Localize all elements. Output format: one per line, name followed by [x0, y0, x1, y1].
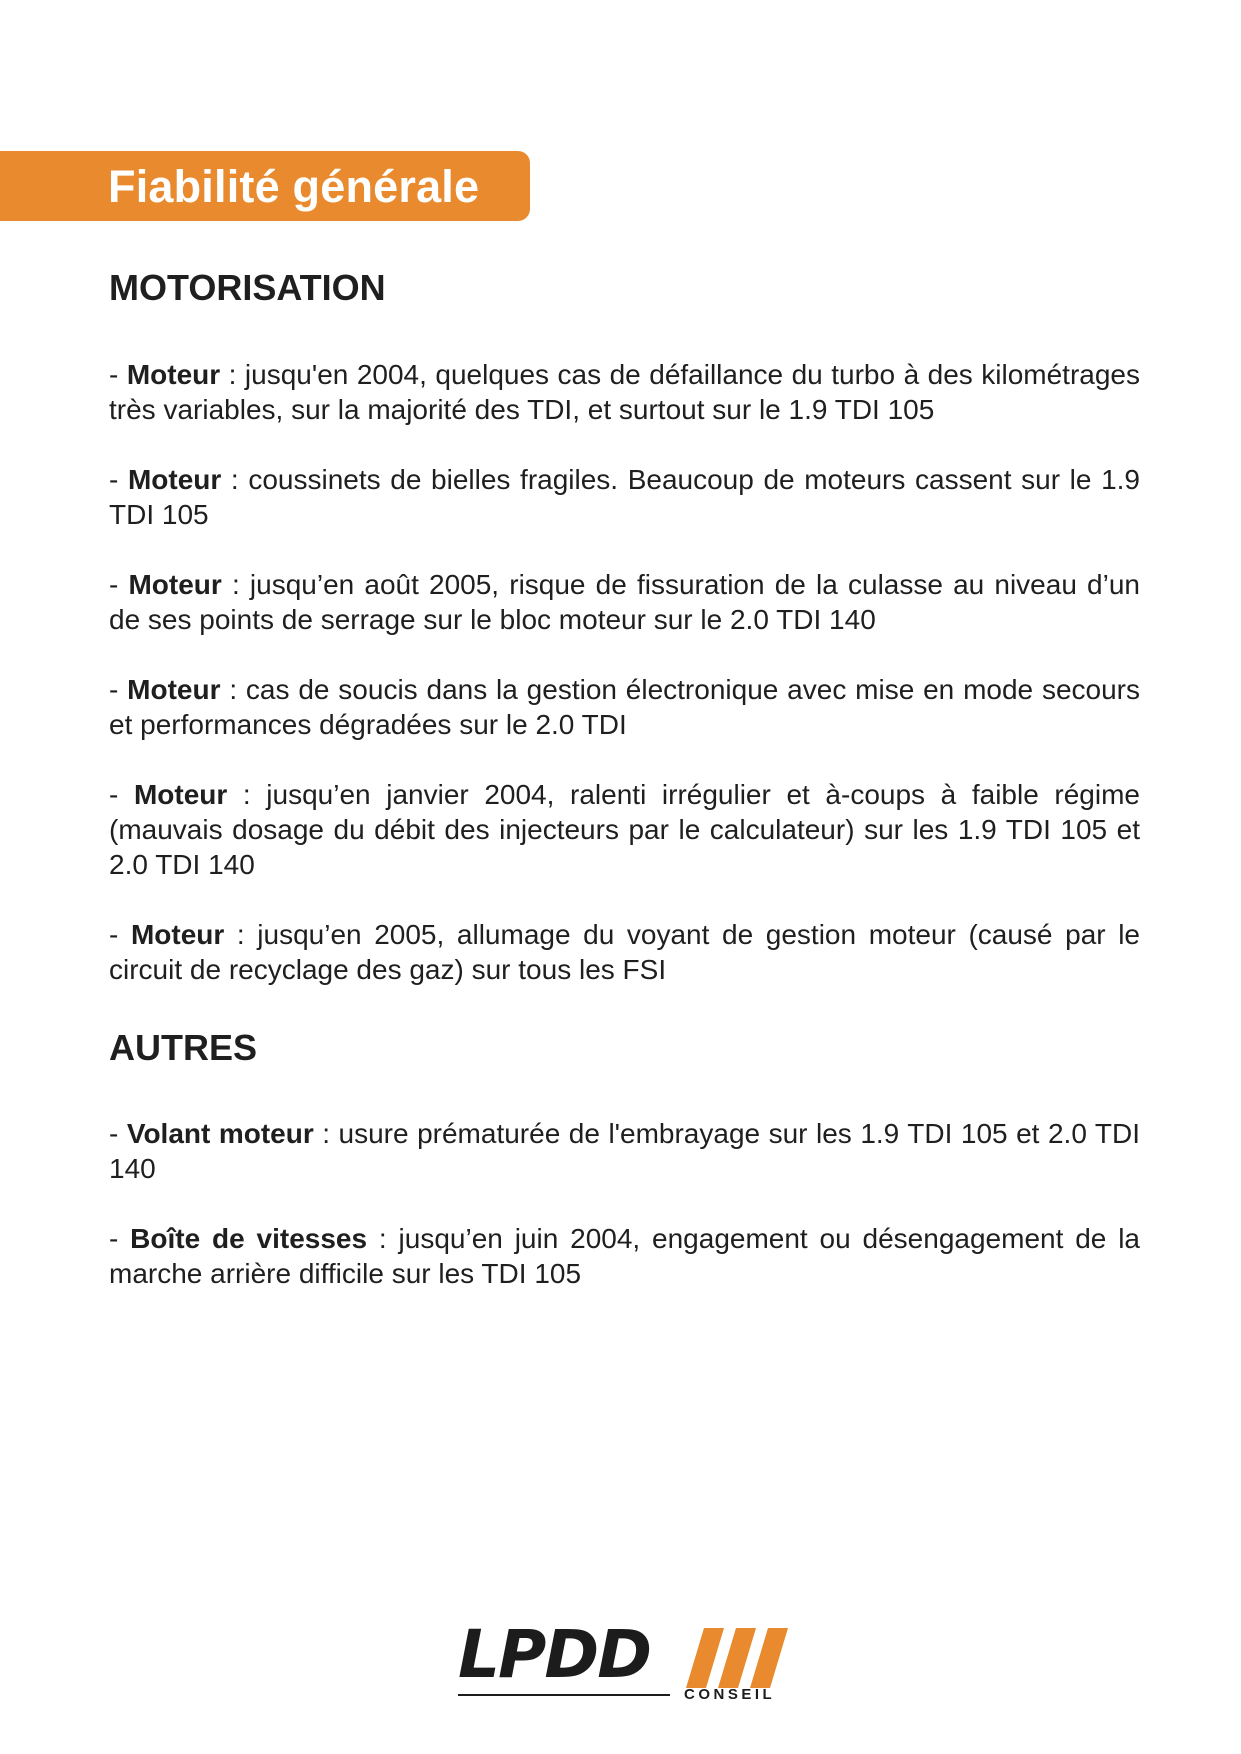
issue-label: Moteur — [128, 569, 222, 600]
section-motorisation — [109, 267, 1141, 987]
issue-item — [109, 777, 1140, 882]
issue-label: Boîte de vitesses — [130, 1223, 368, 1254]
logo-stripes-icon — [686, 1628, 790, 1688]
issue-prefix: - — [109, 359, 127, 390]
section-heading: AUTRES — [109, 1027, 258, 1068]
logo-stripe — [750, 1628, 788, 1688]
issue-item — [109, 917, 1140, 987]
issue-text: : jusqu’en 2005, allumage du voyant de gestion moteur (causé par le circuit de recyclage des gaz) sur tous les FSI — [109, 919, 1140, 985]
issue-item — [109, 1116, 1140, 1186]
issue-prefix: - — [109, 569, 129, 600]
issue-label: Moteur — [127, 674, 221, 705]
lpdd-logo — [458, 1616, 798, 1706]
page-title: Fiabilité générale — [108, 160, 480, 212]
issue-prefix: - — [109, 464, 128, 495]
logo-underline — [458, 1694, 670, 1696]
issue-text: : jusqu’en janvier 2004, ralenti irrégulier et à-coups à faible régime (mauvais dosage du débit des injecteurs par le calculateur) sur les 1.9 TDI 105 et 2.0 TDI 140 — [109, 779, 1140, 880]
issue-item — [109, 567, 1140, 637]
issue-prefix: - — [109, 779, 134, 810]
issue-item — [109, 672, 1140, 742]
issue-label: Moteur — [133, 779, 228, 810]
content — [109, 267, 1141, 1326]
issue-item — [109, 462, 1140, 532]
issue-prefix: - — [109, 674, 128, 705]
logo-subtext: CONSEIL — [684, 1686, 776, 1703]
logo-stripe — [686, 1628, 724, 1688]
issue-item — [109, 357, 1140, 427]
issue-label: Moteur — [126, 359, 221, 390]
issue-text: : jusqu'en 2004, quelques cas de défaillance du turbo à des kilométrages très variables, sur la majorité des TDI, et surtout sur le 1.9 TDI 105 — [109, 359, 1140, 425]
issue-text: : usure prématurée de l'embrayage sur les 1.9 TDI 105 et 2.0 TDI 140 — [109, 1118, 1140, 1184]
issue-label: Moteur — [130, 919, 225, 950]
title-banner — [0, 151, 530, 221]
issue-text: : coussinets de bielles fragiles. Beaucoup de moteurs cassent sur le 1.9 TDI 105 — [109, 464, 1141, 530]
logo-wordmark: LPDD — [458, 1616, 650, 1693]
issue-prefix: - — [109, 1223, 131, 1254]
section-heading: MOTORISATION — [109, 267, 386, 308]
issue-prefix: - — [109, 1118, 127, 1149]
section-autres — [109, 1027, 1140, 1291]
issue-text: : jusqu’en août 2005, risque de fissuration de la culasse au niveau d’un de ses points de serrage sur le bloc moteur sur le 2.0 TDI 140 — [109, 569, 1140, 635]
issue-label: Moteur — [127, 464, 222, 495]
issue-label: Volant moteur — [126, 1118, 314, 1149]
issue-item — [109, 1221, 1140, 1291]
issue-text: : cas de soucis dans la gestion électronique avec mise en mode secours et performances dégradées sur le 2.0 TDI — [109, 674, 1140, 740]
issue-prefix: - — [109, 919, 131, 950]
issue-text: : jusqu’en juin 2004, engagement ou désengagement de la marche arrière difficile sur les TDI 105 — [109, 1223, 1140, 1289]
logo-stripe — [718, 1628, 756, 1688]
